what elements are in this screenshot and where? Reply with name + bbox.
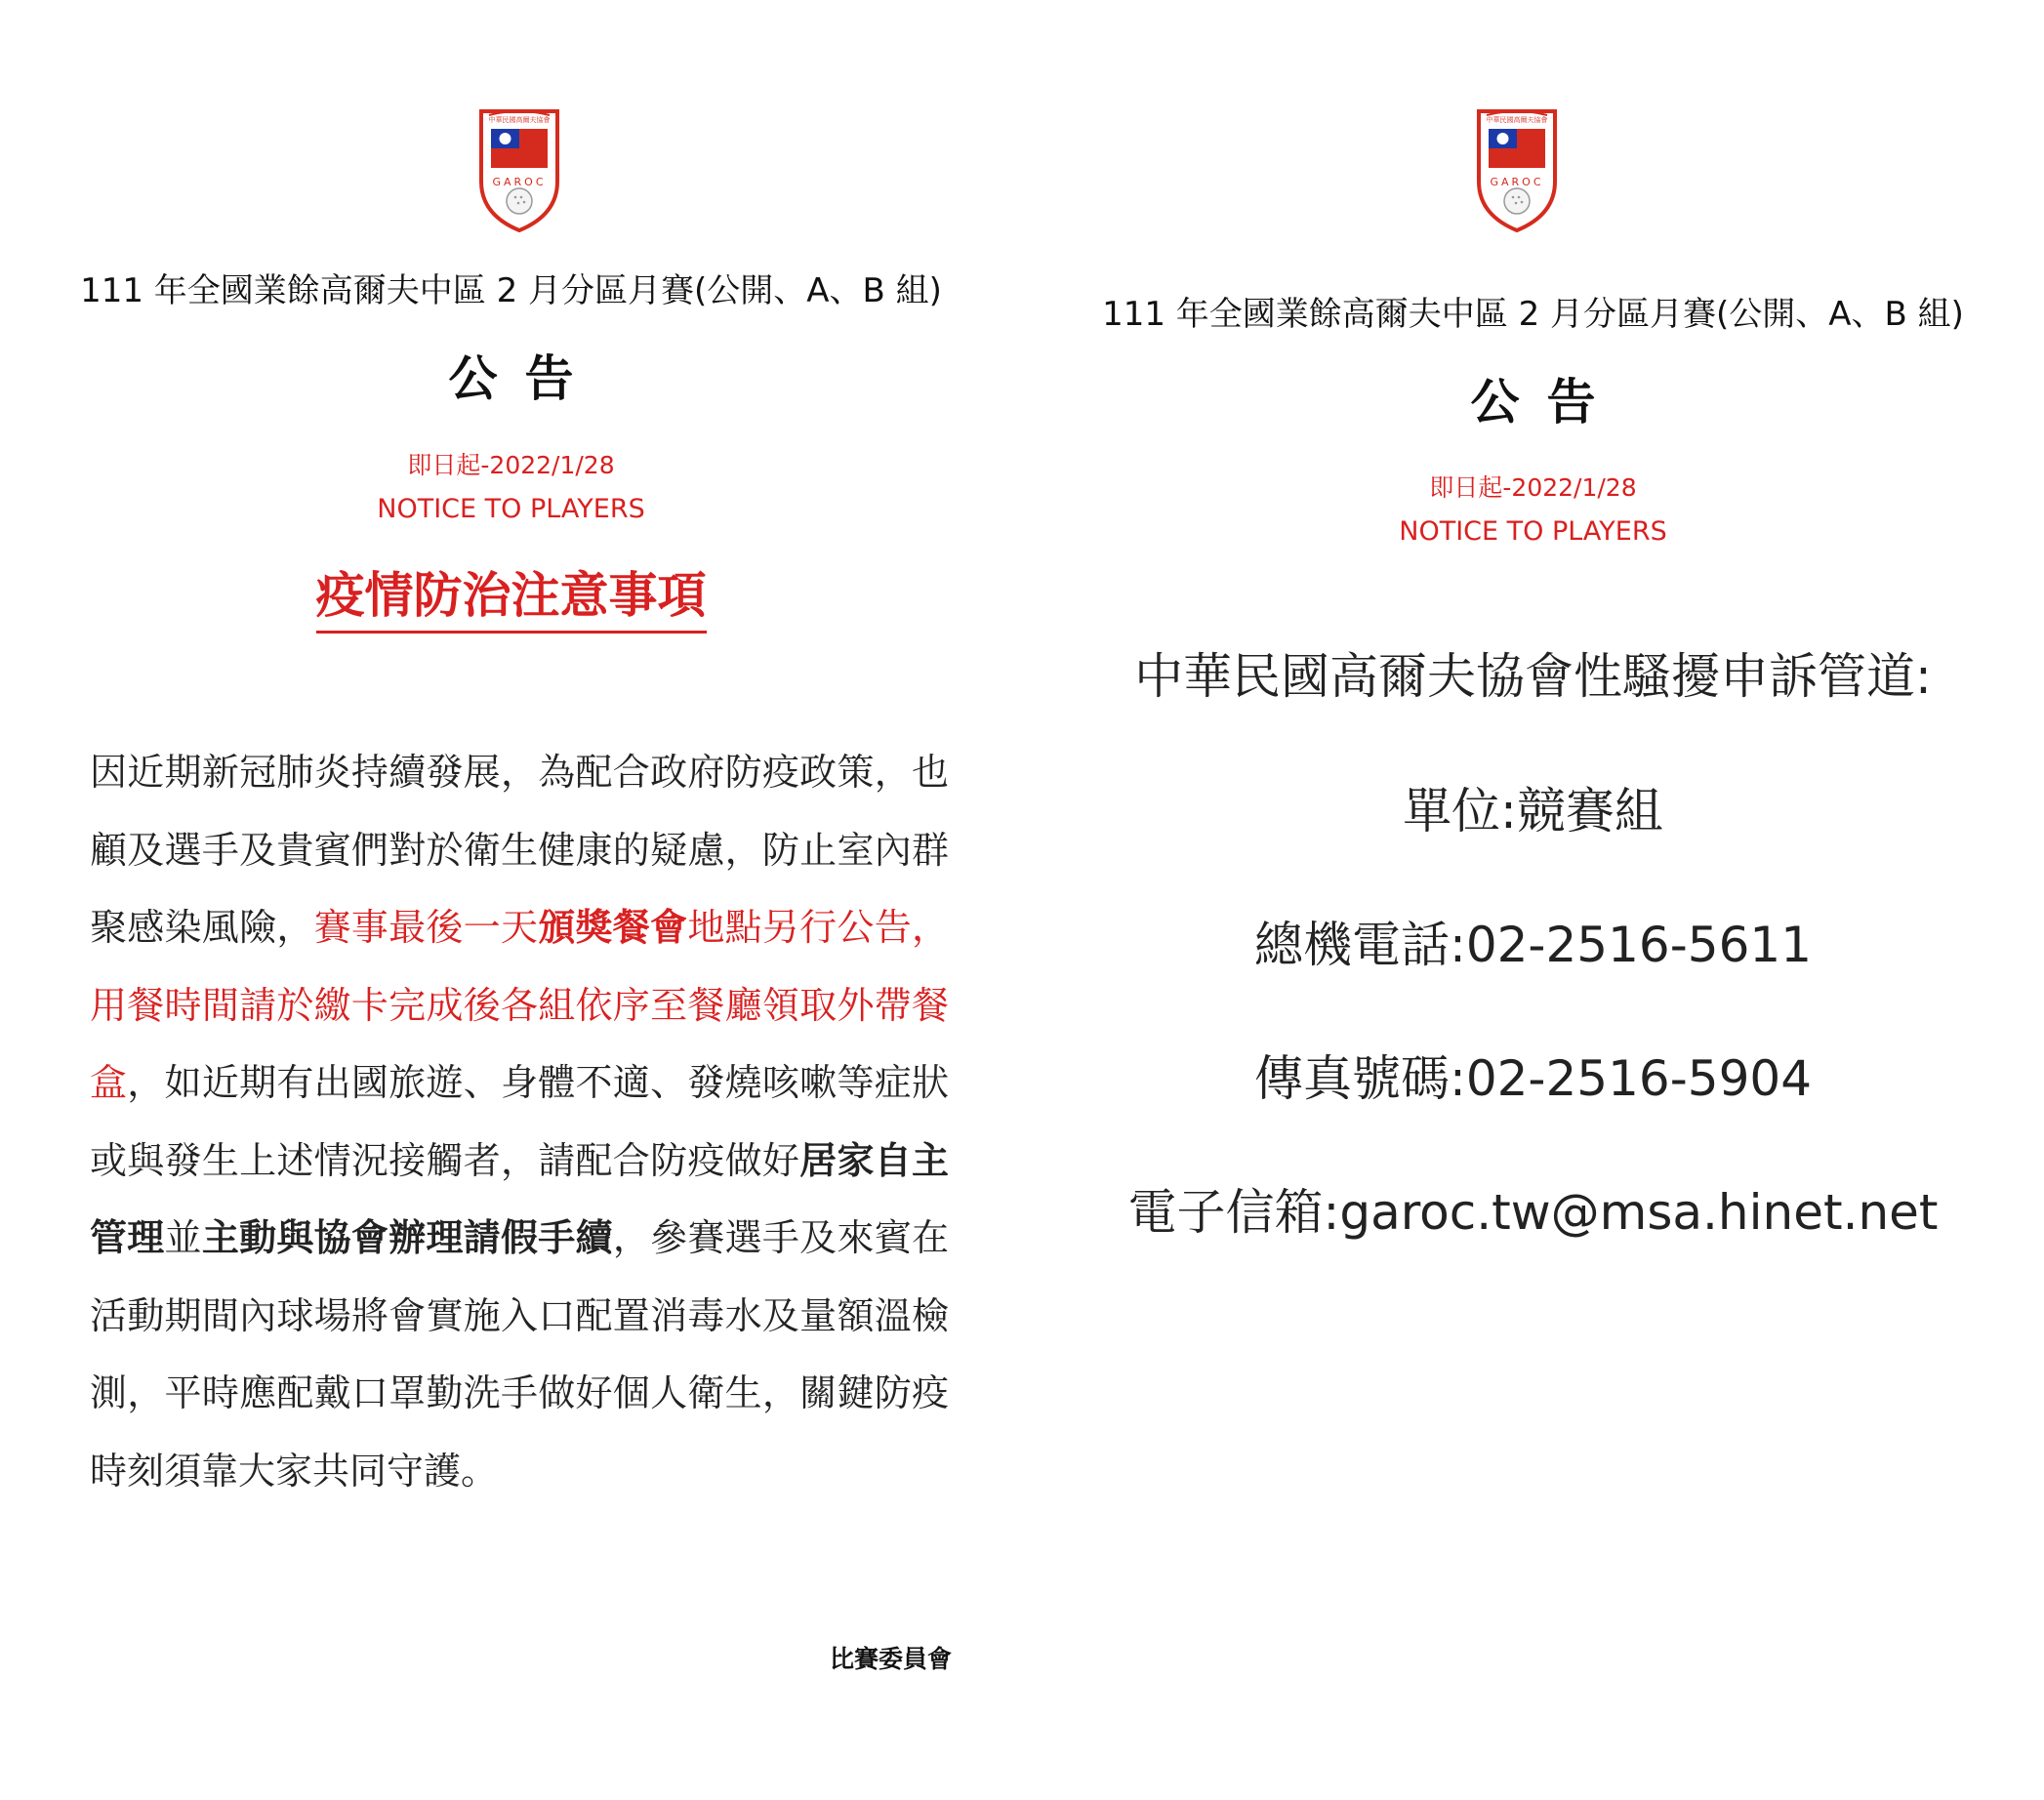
notice-heading: 公告 bbox=[448, 350, 601, 407]
contact-phone: 總機電話:02-2516-5611 bbox=[1253, 917, 1813, 973]
notice-en: NOTICE TO PLAYERS bbox=[1399, 516, 1667, 547]
garoc-shield-icon bbox=[1471, 105, 1563, 234]
topic-title: 疫情防治注意事項 bbox=[316, 556, 707, 634]
logo-seal-text: 中華民國高爾夫協會 bbox=[1486, 116, 1548, 124]
date-line: 即日起-2022/1/28 bbox=[1429, 473, 1637, 502]
body-segment: 因近期新冠肺炎持續發展，為配合政府防疫政策，也顧及選手及貴賓們對於衛生健康的疑慮，防止室內群聚感染風險， bbox=[90, 751, 949, 949]
logo-initials: GAROC bbox=[1490, 176, 1544, 188]
contact-fax: 傳真號碼:02-2516-5904 bbox=[1253, 1050, 1813, 1107]
garoc-shield-icon bbox=[473, 105, 565, 234]
date-line: 即日起-2022/1/28 bbox=[407, 451, 615, 479]
contact-unit: 單位:競賽組 bbox=[1403, 783, 1663, 839]
body-segment: 並 bbox=[164, 1216, 202, 1259]
body-segment: 賽事最後一天 bbox=[313, 906, 539, 949]
event-title: 111 年全國業餘高爾夫中區 2 月分區月賽(公開、A、B 組) bbox=[1102, 295, 1964, 334]
event-title: 111 年全國業餘高爾夫中區 2 月分區月賽(公開、A、B 組) bbox=[80, 271, 942, 310]
notice-en: NOTICE TO PLAYERS bbox=[377, 494, 645, 524]
notice-body bbox=[90, 734, 949, 1510]
body-segment: 主動與協會辦理請假手續 bbox=[201, 1216, 613, 1259]
topic-wrapper bbox=[0, 556, 1022, 634]
signature: 比賽委員會 bbox=[830, 1645, 953, 1673]
body-segment: ，參賽選手及來賓在活動期間內球場將會實施入口配置消毒水及量額溫檢測，平時應配戴口罩勤洗手做好個人衛生，關鍵防疫時刻須靠大家共同守護。 bbox=[90, 1216, 949, 1493]
garoc-logo bbox=[1471, 105, 1563, 234]
logo-initials: GAROC bbox=[492, 176, 547, 188]
contact-heading: 中華民國高爾夫協會性騷擾申訴管道: bbox=[1134, 648, 1932, 705]
body-segment: 地點另行公告，用餐時間請於繳卡完成後各組依序至餐廳領取外帶餐盒 bbox=[90, 906, 949, 1104]
notice-page-contact bbox=[1022, 0, 2044, 1800]
body-segment: ，如近期有出國旅遊、身體不適、發燒咳嗽等症狀或與發生上述情況接觸者，請配合防疫做好 bbox=[90, 1061, 949, 1182]
garoc-logo bbox=[473, 105, 565, 234]
notice-heading: 公告 bbox=[1470, 374, 1623, 430]
contact-email: 電子信箱:garoc.tw@msa.hinet.net bbox=[1127, 1184, 1939, 1241]
body-segment: 居家自主管理 bbox=[90, 1138, 949, 1259]
body-segment: 頒獎餐會 bbox=[538, 906, 688, 949]
logo-seal-text: 中華民國高爾夫協會 bbox=[488, 116, 551, 124]
